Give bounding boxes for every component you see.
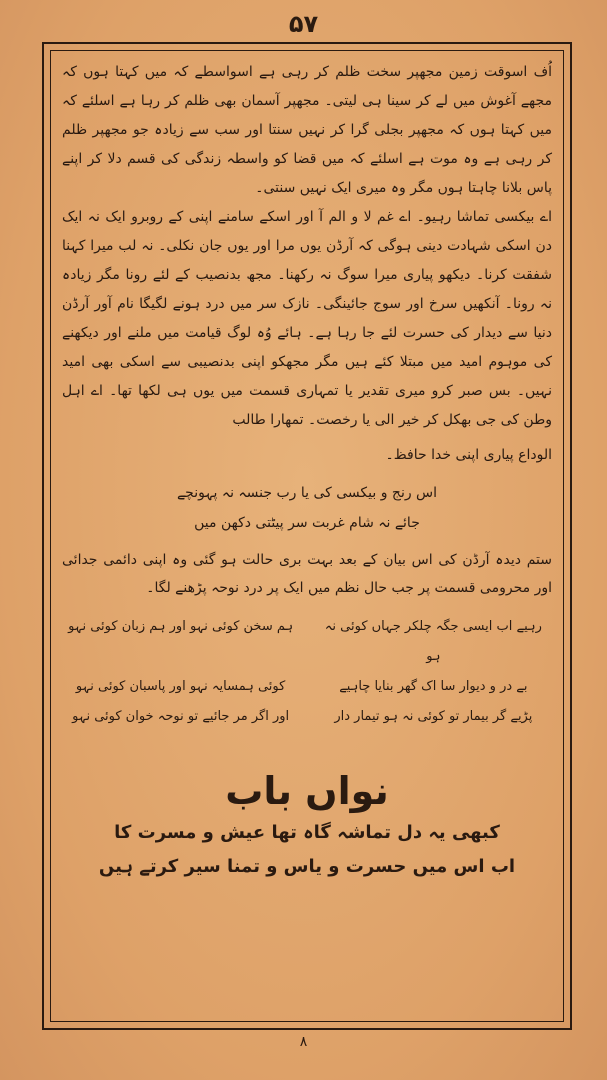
poem-misra-left: ہم سخن کوئی نہو اور ہم زبان کوئی نہو [68, 619, 294, 634]
chapter-verse: اب اس میں حسرت و یاس و تمنا سیر کرتے ہیں [98, 856, 516, 877]
poem-row [64, 702, 550, 732]
couplet-line: جائے نہ شام غربت سر پیٹتی دکھن میں [194, 515, 420, 531]
chapter-verse: کبھی یہ دل تماشہ گاہ تھا عیش و مسرت کا [114, 822, 500, 843]
paragraph-lament: اُف اسوقت زمین مجھپر سخت ظلم کر رہی ہے اسواسطے کہ میں کہتا ہوں کہ مجھے آغوش میں لے کر سینا ہی لیتی۔ مجھپر آسمان بھی ظلم کر رہا ہے اسلئے کہ میں کہتا ہوں کہ مجھپر بجلی گرا کر نہیں سنتا اور سب سے زیادہ جو مجھپر ظلم کر رہی ہے وہ موت ہے اسلئے کہ میں قضا کو واسطہ زندگی کی قسم دلا کر اپنے پاس بلانا چاہتا ہوں مگر وہ میری ایک نہیں سنتی۔ [62, 64, 552, 196]
poem-misra-left: کوئی ہمسایہ نہو اور پاسبان کوئی نہو [75, 679, 286, 694]
page-number: ۵۷ [288, 10, 319, 38]
paragraph-farewell-letter: اے بیکسی تماشا رہیو۔ اے غم لا و الم آ اور اسکے سامنے اپنی کے روبرو ایک نہ ایک دن اسکی شہادت دینی ہوگی کہ آرڈن یوں مرا اور یوں جان نکلی۔ نہ لب میرا کہنا شفقت کرنا۔ دیکھو پیاری میرا سوگ نہ رکھنا۔ مجھ بدنصیب کے لئے رونا مگر زیادہ نہ رونا۔ آنکھیں سرخ اور سوج جائینگی۔ نازک سر میں درد ہونے لگیگا نام آور آرڈن دنیا سے دیدار کی حسرت لئے جا رہا ہے۔ ہائے وُہ لوگ قیامت میں ملنے اور دیکھنے کی موہوم امید میں مبتلا کئے ہیں مگر مجھکو اپنی بدنصیبی سے اسکی بھی امید نہیں۔ بس صبر کرو میری تقدیر یا تمہاری قسمت میں یوں ہی لکھا تھا۔ اے اہل وطن کی جی بھکل کر خیر الی یا رخصت۔ تمھارا طالب [62, 209, 552, 428]
page-content [58, 58, 556, 1013]
paragraph-closing: الوداع پیاری اپنی خدا حافظ۔ [385, 447, 552, 463]
poem-row [64, 612, 550, 672]
poem-misra-right: رہیے اب ایسی جگہ چلکر جہاں کوئی نہ ہو [324, 619, 542, 664]
chapter-title: نواں باب [225, 769, 389, 813]
poem-ghazal [58, 612, 556, 732]
footer-mark: ۸ [299, 1034, 308, 1050]
couplet-line: اس رنج و بیکسی کی یا رب جنسہ نہ پہونچے [176, 485, 438, 501]
poem-row [64, 672, 550, 702]
poem-misra-right: پڑیے گر بیمار تو کوئی نہ ہو تیمار دار [334, 709, 533, 724]
poem-misra-right: بے در و دیوار سا اک گھر بنایا چاہیے [339, 679, 528, 694]
couplet [58, 478, 556, 538]
poem-misra-left: اور اگر مر جائیے تو نوحہ خوان کوئی نہو [72, 709, 290, 724]
narrative-paragraph: ستم دیدہ آرڈن کی اس بیان کے بعد بہت بری حالت ہو گئی وہ اپنی دائمی جدائی اور محرومی قسمت پر جب حال نظم میں ایک پر درد نوحہ پڑھنے لگا۔ [62, 552, 552, 596]
